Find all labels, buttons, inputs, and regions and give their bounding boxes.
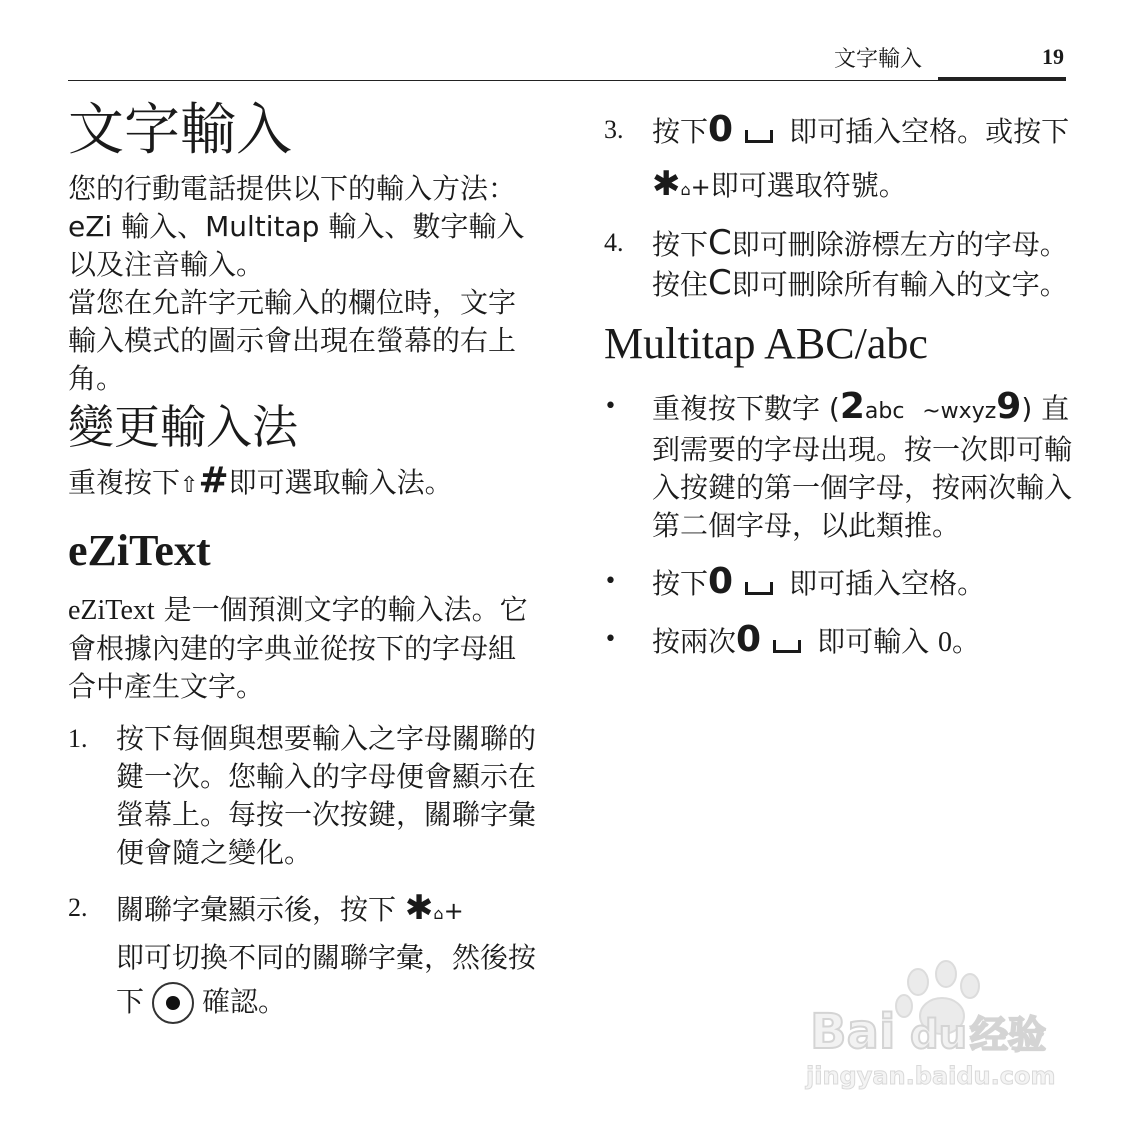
clear-key-icon: C <box>708 223 732 263</box>
watermark-suffix: 经验 <box>970 1013 1047 1057</box>
symbol-key-icon: ⌂ <box>680 180 691 199</box>
nine-key-icon: 9 <box>996 386 1022 427</box>
multitap-bullets <box>604 388 1074 662</box>
ok-key-icon <box>152 982 194 1024</box>
shift-key-icon: ⇧ <box>180 473 199 498</box>
list-item <box>68 720 538 872</box>
two-key-icon: 2 <box>839 386 865 427</box>
watermark-brand: Bai <box>810 1004 896 1060</box>
step-text: 關聯字彙顯示後，按下 ✱⌂+ 即可切換不同的關聯字彙，然後按下 確認。 <box>116 886 538 1024</box>
section-title: 文字輸入 <box>68 98 292 163</box>
baidu-jingyan-watermark <box>800 960 1080 1100</box>
plus-key-icon: + <box>443 897 464 925</box>
space-key-icon <box>773 640 801 653</box>
list-item <box>604 388 1074 545</box>
zero-key-icon: 0 <box>708 561 734 602</box>
header-section-title: 文字輸入 <box>834 47 923 72</box>
running-header <box>0 0 1134 90</box>
zero-key-icon: 0 <box>708 109 734 150</box>
list-item <box>68 886 538 1024</box>
hash-key-icon: # <box>198 460 229 501</box>
bullet-text: 按兩次0 即可輸入 0。 <box>652 619 980 660</box>
watermark-brand-2: du <box>910 1012 968 1058</box>
star-key-icon: ✱ <box>404 888 434 928</box>
list-item <box>604 563 1074 603</box>
bullet-text: 重複按下數字 (2abc ~wxyz9) 直到需要的字母出現。按一次即可輸入按鍵的第一個字母，按兩次輸入第二個字母，以此類推。 <box>652 386 1073 542</box>
bullet-icon: • <box>604 569 617 594</box>
step-number: 1. <box>68 724 88 753</box>
bullet-text: 按下0 即可插入空格。 <box>652 561 986 602</box>
header-rule <box>68 80 1066 81</box>
multitap-title: Multitap ABC/abc <box>604 319 928 368</box>
list-item <box>604 104 1074 216</box>
intro-paragraph-2: 當您在允許字元輸入的欄位時，文字輸入模式的圖示會出現在螢幕的右上角。 <box>68 286 517 395</box>
step-number: 2. <box>68 893 88 922</box>
right-column <box>604 104 1074 662</box>
steps-list-right <box>604 104 1074 304</box>
step-number: 3. <box>604 115 624 144</box>
change-input-paragraph: 重複按下⇧#即可選取輸入法。 <box>68 462 538 505</box>
space-key-icon <box>745 582 773 595</box>
watermark-url: jingyan.baidu.com <box>806 1062 1056 1090</box>
space-key-icon <box>745 130 773 143</box>
list-item <box>604 621 1074 662</box>
intro-paragraph-1: 您的行動電話提供以下的輸入方法：eZi 輸入、Multitap 輸入、數字輸入以及注音輸入。 <box>68 172 525 281</box>
step-text: 按下每個與想要輸入之字母關聯的鍵一次。您輸入的字母便會顯示在螢幕上。每按一次按鍵，關聯字彙便會隨之變化。 <box>116 722 537 869</box>
ezitext-title: eZiText <box>68 526 211 575</box>
steps-list-left <box>68 720 538 1024</box>
clear-key-icon: C <box>708 263 732 303</box>
header-rule-accent <box>938 77 1066 81</box>
plus-key-icon: + <box>690 173 711 201</box>
bullet-icon: • <box>604 394 617 419</box>
step-text: 按下0 即可插入空格。或按下 ✱⌂+即可選取符號。 <box>652 104 1074 216</box>
list-item <box>604 224 1074 304</box>
step-number: 4. <box>604 228 624 257</box>
ezitext-description: eZiText 是一個預測文字的輸入法。它會根據內建的字典並從按下的字母組合中產生文字。 <box>68 593 528 703</box>
left-column <box>68 92 538 1024</box>
symbol-key-icon: ⌂ <box>433 904 444 923</box>
page-number: 19 <box>1042 44 1064 69</box>
change-input-title: 變更輸入法 <box>68 400 298 454</box>
zero-key-icon: 0 <box>736 619 762 660</box>
bullet-icon: • <box>604 627 617 652</box>
step-text: 按下C即可刪除游標左方的字母。按住C即可刪除所有輸入的文字。 <box>652 223 1068 303</box>
star-key-icon: ✱ <box>652 164 681 204</box>
